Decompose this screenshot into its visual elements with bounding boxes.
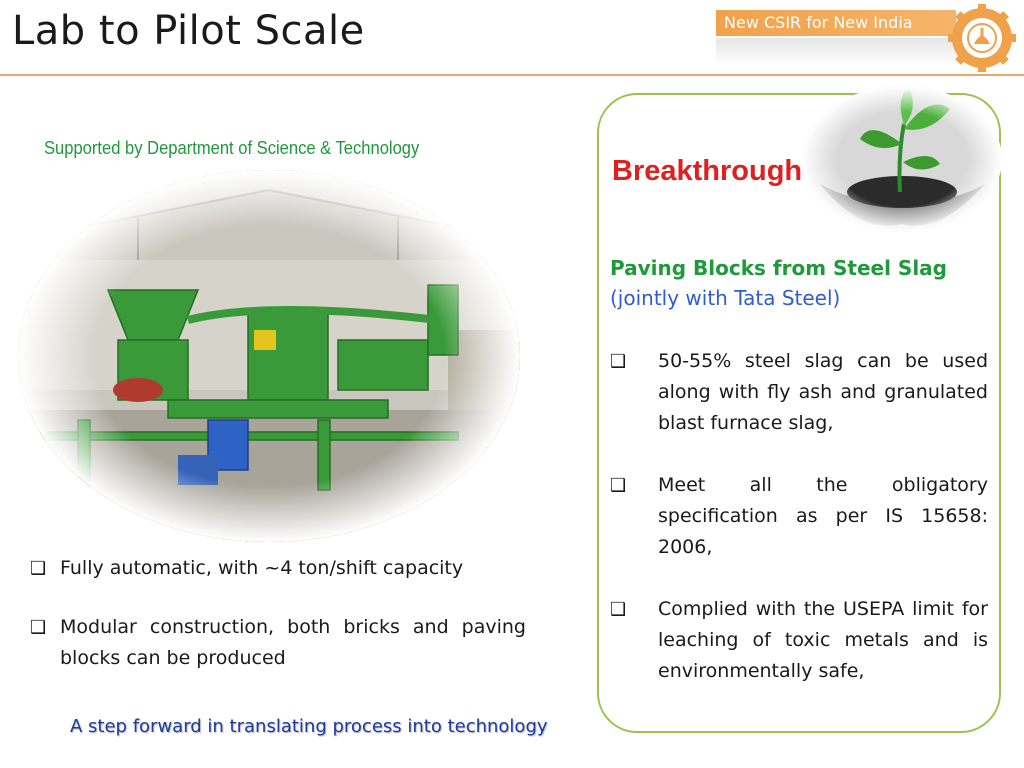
right-bullet-list xyxy=(610,346,988,718)
csir-logo-icon xyxy=(946,4,1018,72)
tagline: A step forward in translating process into technology xyxy=(70,716,548,737)
square-bullet-icon: ❑ xyxy=(30,558,47,579)
csir-banner: New CSIR for New India xyxy=(716,10,956,36)
product-title: Paving Blocks from Steel Slag xyxy=(610,256,947,280)
title-underline xyxy=(0,74,1024,76)
plant-in-hands-icon xyxy=(800,84,1005,234)
list-item: ❑ Complied with the USEPA limit for leaching of toxic metals and is environmentally safe, xyxy=(610,594,988,687)
breakthrough-heading: Breakthrough xyxy=(612,155,803,187)
square-bullet-icon: ❑ xyxy=(610,599,627,620)
product-subtitle: (jointly with Tata Steel) xyxy=(610,286,841,310)
pilot-plant-photo xyxy=(18,170,520,542)
slide-title: Lab to Pilot Scale xyxy=(12,8,365,54)
square-bullet-icon: ❑ xyxy=(610,475,627,496)
list-item: ❑ Fully automatic, with ~4 ton/shift capacity xyxy=(30,553,526,584)
square-bullet-icon: ❑ xyxy=(610,351,627,372)
square-bullet-icon: ❑ xyxy=(30,617,47,638)
support-text: Supported by Department of Science & Technology xyxy=(44,138,420,158)
list-item: ❑ Meet all the obligatory specification as per IS 15658: 2006, xyxy=(610,470,988,563)
list-item: ❑ Modular construction, both bricks and paving blocks can be produced xyxy=(30,612,526,674)
banner-shadow xyxy=(716,38,956,66)
left-bullet-list xyxy=(30,553,526,702)
list-item: ❑ 50-55% steel slag can be used along with fly ash and granulated blast furnace slag, xyxy=(610,346,988,439)
